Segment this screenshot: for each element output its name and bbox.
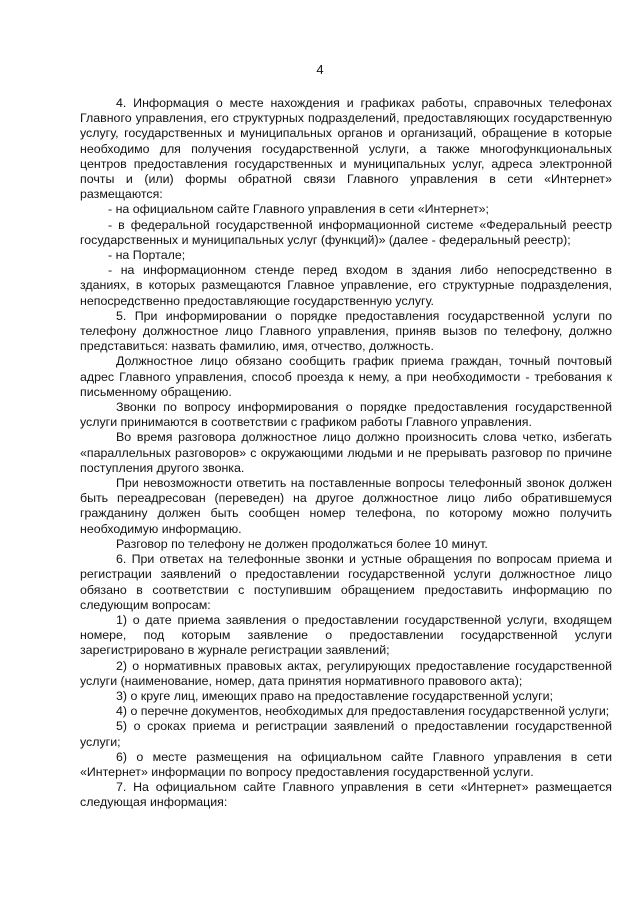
- paragraph-p6-2: 2) о нормативных правовых актах, регулирующих предоставление государственной услуги (наименование, номер, дата принятия нормативного правового акта);: [80, 658, 612, 688]
- paragraph-p5-5: Разговор по телефону не должен продолжаться более 10 минут.: [116, 536, 488, 551]
- paragraph-p4-d: - на информационном стенде перед входом в здания либо непосредственно в зданиях, в которых размещаются Главное управление, его структурные подразделения, непосредственно предоставляющие государственную услугу.: [80, 263, 612, 308]
- paragraph-p6-3: 3) о круге лиц, имеющих право на предоставление государственной услуги;: [116, 688, 554, 703]
- paragraph-p6-5: 5) о сроках приема и регистрации заявлений о предоставлении государственной услуги;: [80, 719, 612, 749]
- paragraph-p5-2: Звонки по вопросу информирования о порядке предоставления государственной услуги принимаются в соответствии с графиком работы Главного управления.: [80, 400, 612, 430]
- paragraph-p6-6: 6) о месте размещения на официальном сайте Главного управления в сети «Интернет» информации по вопросу предоставления государственной услуги.: [80, 749, 612, 779]
- paragraph-p6-4: 4) о перечне документов, необходимых для предоставления государственной услуги;: [116, 704, 610, 719]
- paragraph-p6: 6. При ответах на телефонные звонки и устные обращения по вопросам приема и регистрации заявлений о предоставлении государственной услуги должностное лицо обязано в соответствии с поступившим обращением предоставить информацию по следующим вопросам:: [80, 552, 612, 612]
- paragraph-p5-1: Должностное лицо обязано сообщить график приема граждан, точный почтовый адрес Главного управления, способ проезда к нему, а при необходимости - требования к письменному обращению.: [80, 354, 612, 399]
- paragraph-p5: 5. При информировании о порядке предоставления государственной услуги по телефону должностное лицо Главного управления, приняв вызов по телефону, должно представиться: назвать фамилию, имя, отчество, должность.: [80, 308, 612, 354]
- paragraph-p6-1: 1) о дате приема заявления о предоставлении государственной услуги, входящем номере, под которым заявление о предоставлении государственной услуги зарегистрировано в журнале регистрации заявлений;: [80, 612, 612, 658]
- paragraph-p4-b: - в федеральной государственной информационной системе «Федеральный реестр государственных и муниципальных услуг (функций)» (далее - федеральный реестр);: [80, 217, 612, 247]
- paragraph-p4-a: - на официальном сайте Главного управления в сети «Интернет»;: [108, 202, 489, 217]
- paragraph-p4-c: - на Портале;: [108, 248, 186, 263]
- paragraph-p5-3: Во время разговора должностное лицо должно произносить слова четко, избегать «параллельных разговоров» с окружающими людьми и не прерывать разговор по причине поступления другого звонка.: [80, 430, 612, 475]
- paragraph-p7: 7. На официальном сайте Главного управления в сети «Интернет» размещается следующая информация:: [80, 780, 612, 810]
- page-number: 4: [316, 62, 324, 77]
- paragraph-p5-4: При невозможности ответить на поставленные вопросы телефонный звонок должен быть переадресован (переведен) на другое должностное лицо либо обратившемуся гражданину должен быть сообщен номер телефона, по которому можно получить необходимую информацию.: [80, 476, 612, 536]
- document-body: [80, 96, 612, 811]
- paragraph-p4: 4. Информация о месте нахождения и графиках работы, справочных телефонах Главного управления, его структурных подразделений, предоставляющих государственную услугу, государственных и муниципальных органов и организаций, обращение в которые необходимо для получения государственной услуги, а также многофункциональных центров предоставления государственных и муниципальных услуг, адреса электронной почты и (или) формы обратной связи Главного управления в сети «Интернет» размещаются:: [80, 96, 612, 202]
